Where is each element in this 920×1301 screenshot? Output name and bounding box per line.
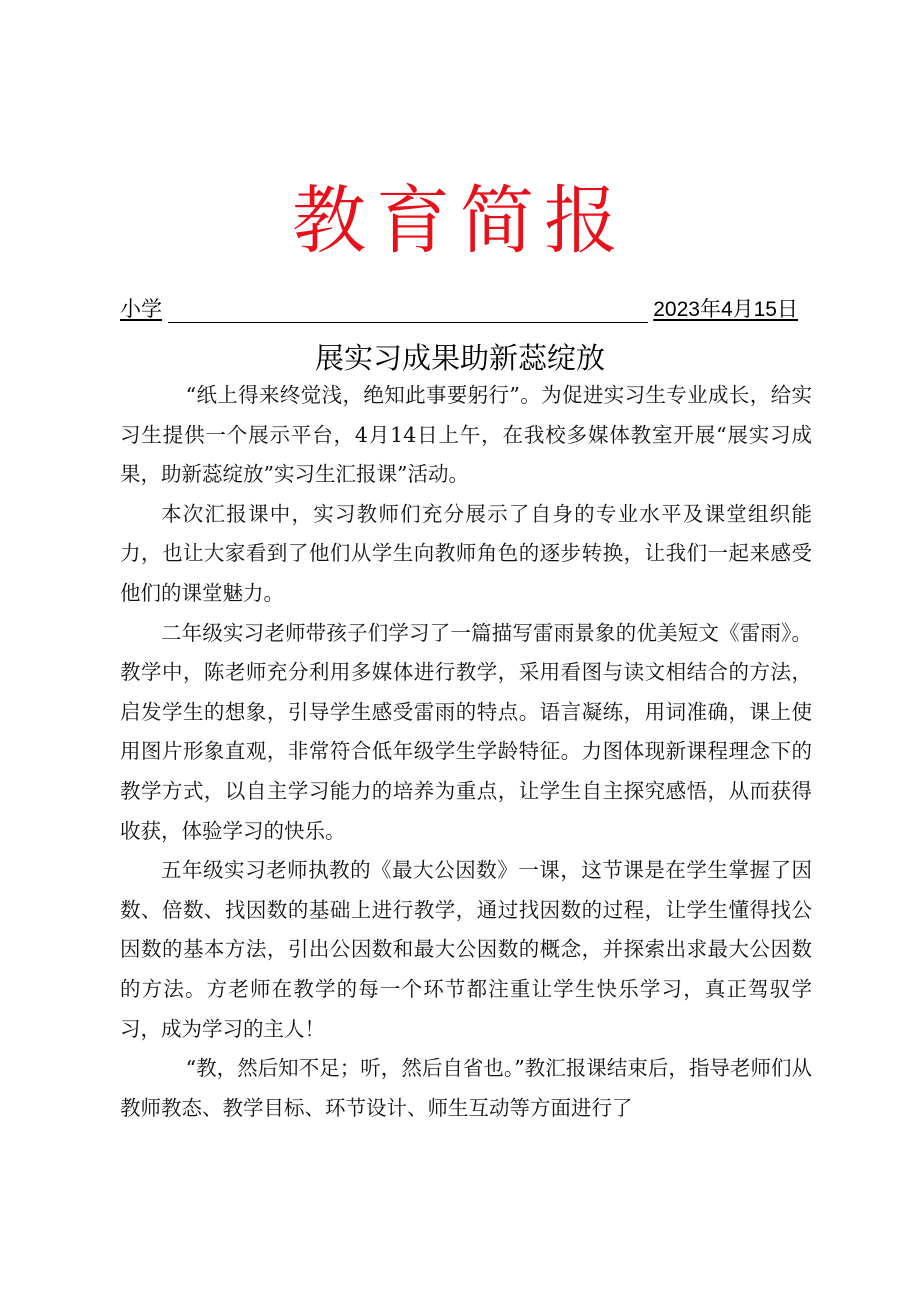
issue-date: 2023年4月15日	[653, 298, 798, 321]
meta-underline	[168, 322, 648, 323]
article-headline: 展实习成果助新蕊绽放	[314, 341, 605, 375]
paragraph-4: 五年级实习老师执教的《最大公因数》一课，这节课是在学生掌握了因数、倍数、找因数的基础上进行教学，通过找因数的过程，让学生懂得找公因数的基本方法，引出公因数和最大公因数的概念，并探索出求最大公因数的方法。方老师在教学的每一个环节都注重让学生快乐学习，真正驾驭学习，成为学习的主人！	[120, 858, 812, 1041]
article-body	[120, 376, 812, 1128]
paragraph-5: “教，然后知不足；听，然后自省也。”教汇报课结束后，指导老师们从教师教态、教学目标、环节设计、师生互动等方面进行了	[120, 1056, 812, 1120]
paragraph-1: “纸上得来终觉浅，绝知此事要躬行”。为促进实习生专业成长，给实习生提供一个展示平台，4月14日上午，在我校多媒体教室开展“展实习成果，助新蕊绽放”实习生汇报课”活动。	[120, 383, 812, 487]
paragraph-3: 二年级实习老师带孩子们学习了一篇描写雷雨景象的优美短文《雷雨》。教学中，陈老师充分利用多媒体进行教学，采用看图与读文相结合的方法，启发学生的想象，引导学生感受雷雨的特点。语言凝练，用词准确，课上使用图片形象直观，非常符合低年级学生学龄特征。力图体现新课程理念下的教学方式，以自主学习能力的培养为重点，让学生自主探究感悟，从而获得收获，体验学习的快乐。	[120, 620, 812, 843]
school-name: 小学	[120, 298, 162, 321]
meta-row	[120, 296, 798, 324]
newsletter-masthead: 教育简报	[292, 178, 628, 264]
paragraph-2: 本次汇报课中，实习教师们充分展示了自身的专业水平及课堂组织能力，也让大家看到了他们从学生向教师角色的逐步转换，让我们一起来感受他们的课堂魅力。	[120, 501, 812, 605]
